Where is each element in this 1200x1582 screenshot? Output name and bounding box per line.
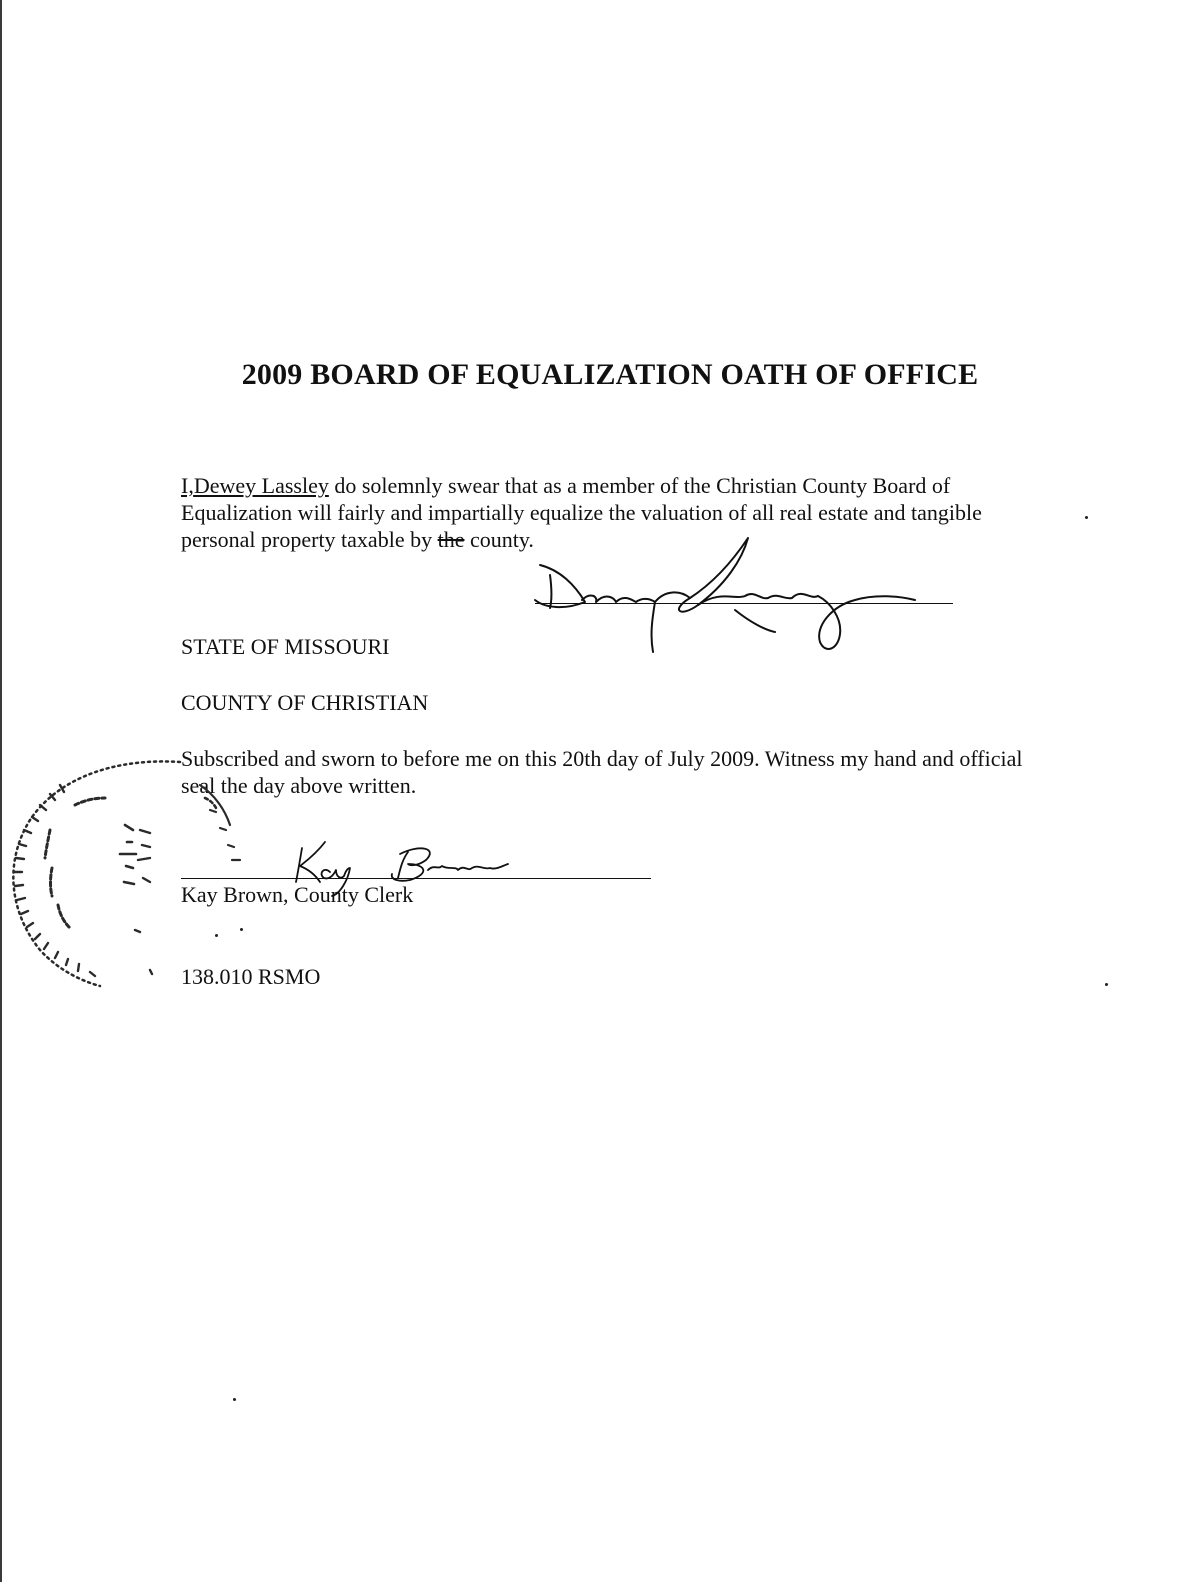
oath-name: Dewey Lassley <box>193 473 329 498</box>
scan-speck <box>240 928 243 931</box>
scan-speck <box>1105 983 1108 986</box>
state-line: STATE OF MISSOURI <box>181 634 390 659</box>
county-line: COUNTY OF CHRISTIAN <box>181 690 429 715</box>
scan-speck <box>233 1398 236 1401</box>
subscription-paragraph: Subscribed and sworn to before me on this 20th day of July 2009. Witness my hand and official seal the day above written. <box>181 746 1023 798</box>
statute-reference: 138.010 RSMO <box>181 964 321 989</box>
oath-text-2: county. <box>464 527 534 552</box>
member-signature <box>520 530 920 660</box>
scan-speck <box>215 934 218 937</box>
scan-speck <box>1085 516 1088 519</box>
oath-struck-word: the <box>437 527 465 552</box>
oath-text-1: do solemnly swear that as a member of the Christian County Board of Equalization will fairly and impartially equalize the valuation of all real estate and tangible personal property taxable by <box>181 473 982 552</box>
clerk-signature-label: Kay Brown, County Clerk <box>181 882 414 907</box>
oath-name-prefix: I, <box>181 473 194 498</box>
county-seal <box>0 750 280 1000</box>
document-title: 2009 BOARD OF EQUALIZATION OATH OF OFFICE <box>241 358 979 391</box>
